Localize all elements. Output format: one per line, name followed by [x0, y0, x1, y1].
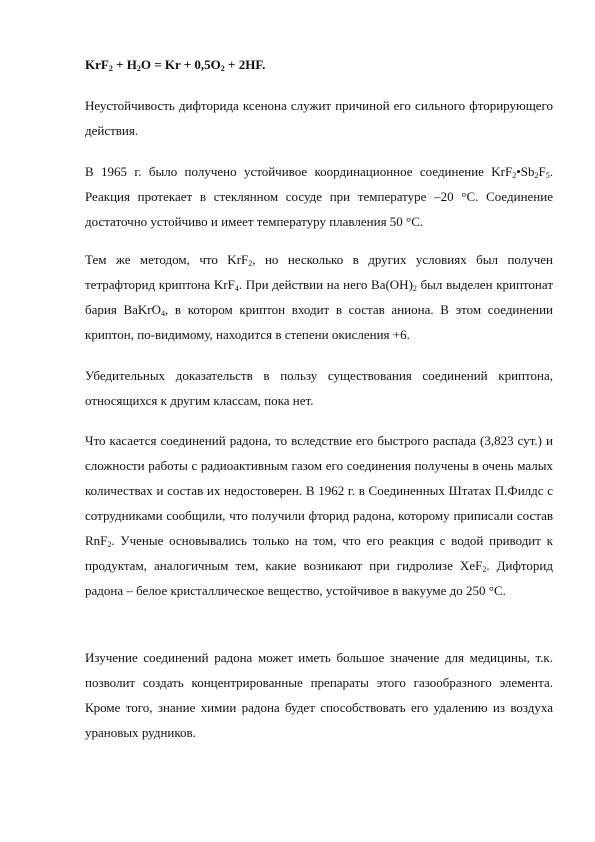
paragraph-1965-compound: [85, 159, 553, 234]
text-run: . При действии на него Ba(OH): [238, 277, 413, 292]
paragraph-radon-compounds: [85, 428, 553, 603]
subscript: 2: [108, 64, 113, 73]
subscript: 2: [136, 64, 141, 73]
text-run: . Дифторид радона – белое кристаллическое вещество, устойчивое в вакууме до 250 °С.: [85, 558, 553, 598]
text-run: был выделен криптонат бария BaKrO: [85, 277, 554, 317]
text-run: Что касается соединений радона, то вследствие его быстрого распада (3,823 сут.) и сложности работы с радиоактивным газом его соединения получены в очень малых количествах и состав их недостоверен. В 1962 г. в Соединенных Штатах П.Филдс с сотрудниками сообщили, что получили фторид радона, которому приписали состав RnF: [85, 433, 553, 548]
subscript: 2: [220, 64, 225, 73]
paragraph-xenon-difluoride: Неустойчивость дифторида ксенона служит причиной его сильного фторирующего действия.: [85, 98, 553, 138]
subscript: 4: [161, 309, 166, 318]
text-run: Тем же методом, что KrF: [85, 252, 249, 267]
subscript: 4: [234, 284, 239, 293]
subscript: 2: [534, 171, 539, 180]
text-run: •Sb: [516, 164, 535, 179]
formula-part: O = Kr + 0,5O: [140, 57, 221, 72]
paragraph-krypton-tetrafluoride: [85, 247, 553, 347]
text-run: . Реакция протекает в стеклянном сосуде при температуре –20 °С. Соединение достаточно устойчиво и имеет температуру плавления 50 °С.: [85, 164, 553, 229]
paragraph-radon-medicine: Изучение соединений радона может иметь большое значение для медицины, т.к. позволит создать концентрированные препараты этого газообразного элемента. Кроме того, знание химии радона будет способствовать его удалению из воздуха урановых рудников.: [85, 650, 553, 740]
formula-part: + 2HF.: [224, 57, 266, 72]
paragraph-no-evidence: Убедительных доказательств в пользу существования соединений криптона, относящихся к другим классам, пока нет.: [85, 368, 553, 408]
text-run: F: [538, 164, 546, 179]
formula-part: KrF: [85, 57, 109, 72]
text-run: , в котором криптон входит в состав аниона. В этом соединении криптон, по-видимому, находится в степени окисления +6.: [85, 302, 553, 342]
subscript: 2: [512, 171, 517, 180]
text-run: . Ученые основывались только на том, что его реакция с водой приводит к продуктам, аналогичным тем, какие возникают при гидролизе XeF: [85, 533, 553, 573]
text-run: В 1965 г. было получено устойчивое координационное соединение KrF: [85, 164, 513, 179]
subscript: 5: [545, 171, 550, 180]
reaction-equation: [85, 52, 553, 77]
formula-part: + H: [112, 57, 137, 72]
subscript: 2: [107, 540, 112, 549]
subscript: 2: [248, 259, 253, 268]
text-run: , но несколько в других условиях был получен тетрафторид криптона KrF: [85, 252, 553, 292]
subscript: 2: [412, 284, 417, 293]
subscript: 2: [482, 565, 487, 574]
